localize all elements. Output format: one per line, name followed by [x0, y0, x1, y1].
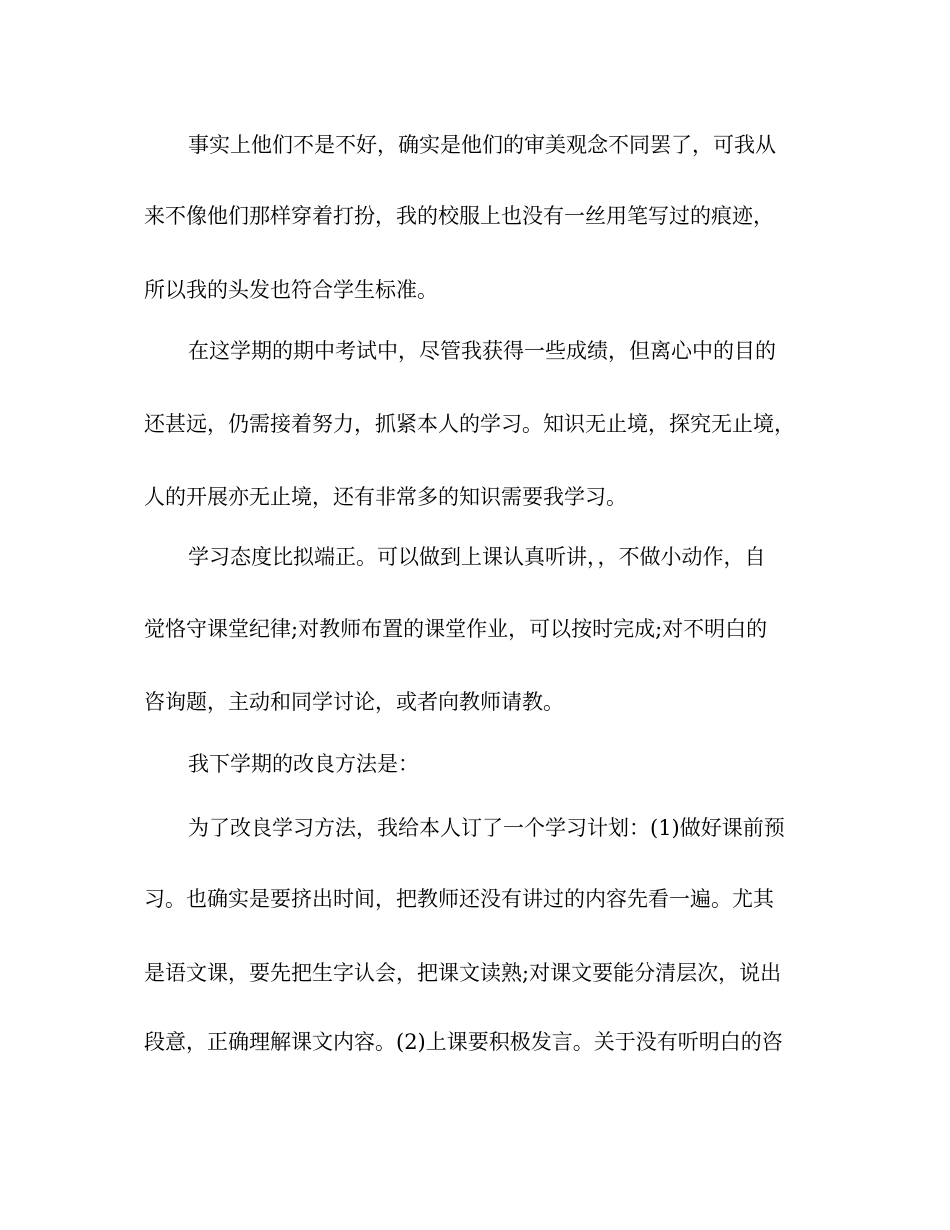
- text-line: 在这学期的期中考试中，尽管我获得一些成绩，但离心中的目的: [188, 339, 776, 363]
- text-line: 习。也确实是要挤出时间，把教师还没有讲过的内容先看一遍。尤其: [144, 887, 774, 911]
- text-line: 觉恪守课堂纪律;对教师布置的课堂作业，可以按时完成;对不明白的: [144, 617, 768, 641]
- text-line: 为了改良学习方法，我给本人订了一个学习计划：(1)做好课前预: [188, 816, 785, 840]
- text-line: 咨询题，主动和同学讨论，或者向教师请教。: [144, 690, 564, 714]
- text-line: 段意，正确理解课文内容。(2)上课要积极发言。关于没有听明白的咨: [144, 1030, 783, 1054]
- text-line: 人的开展亦无止境，还有非常多的知识需要我学习。: [144, 485, 627, 509]
- text-line: 还甚远，仍需接着努力，抓紧本人的学习。知识无止境，探究无止境，: [144, 412, 795, 436]
- text-line: 事实上他们不是不好，确实是他们的审美观念不同罢了，可我从: [188, 133, 776, 157]
- text-line: 是语文课，要先把生字认会，把课文读熟;对课文要能分清层次，说出: [144, 961, 782, 985]
- text-line: 所以我的头发也符合学生标准。: [144, 278, 438, 302]
- text-line: 来不像他们那样穿着打扮，我的校服上也没有一丝用笔写过的痕迹，: [144, 204, 774, 228]
- text-line: 我下学期的改良方法是：: [188, 752, 419, 776]
- text-line: 学习态度比拟端正。可以做到上课认真听讲，，不做小动作，自: [188, 545, 766, 569]
